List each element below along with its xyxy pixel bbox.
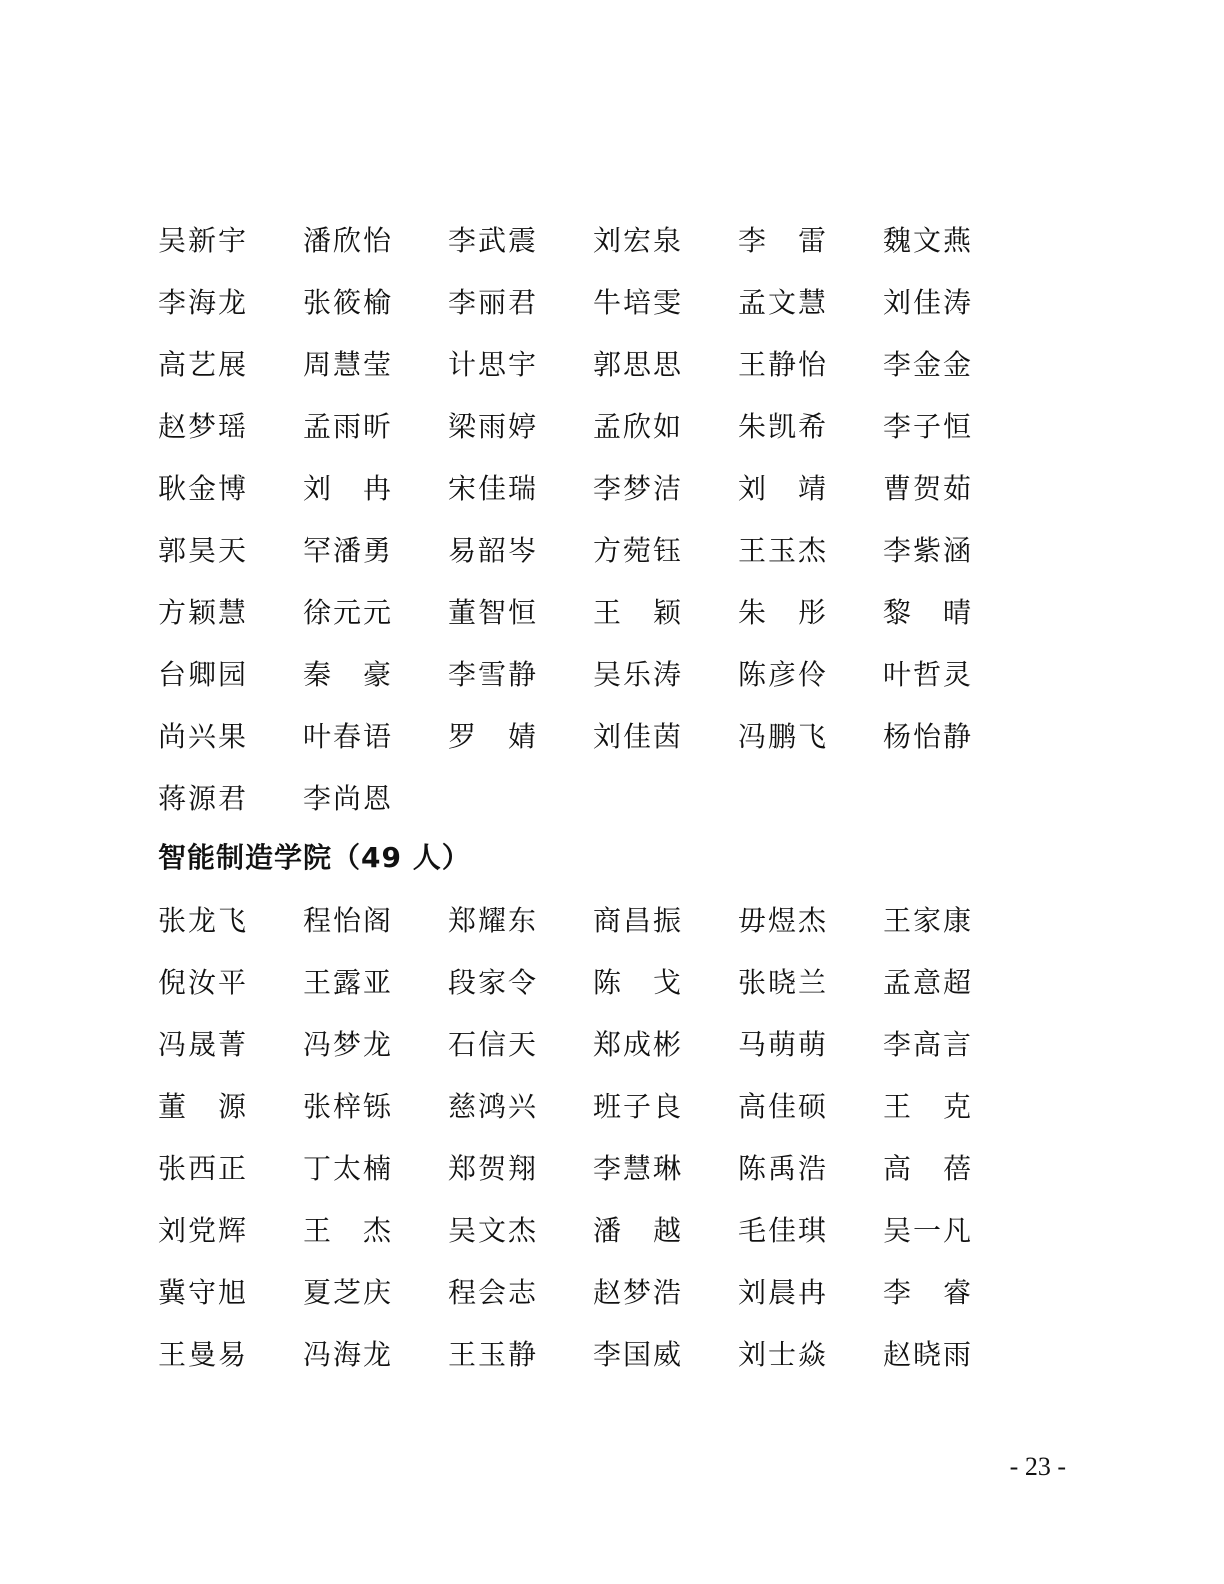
student-name: 尚兴果 [158, 720, 249, 753]
student-name: 刘士焱 [738, 1338, 829, 1371]
student-name: 孟文慧 [738, 286, 829, 319]
student-name: 王 克 [883, 1090, 974, 1123]
student-name: 秦 豪 [303, 658, 394, 691]
student-name: 杨怡静 [883, 720, 974, 753]
student-name: 郑耀东 [448, 904, 539, 937]
student-name: 张筱榆 [303, 286, 394, 319]
section-heading: 智能制造学院（49 人） [158, 841, 471, 874]
student-name: 王玉静 [448, 1338, 539, 1371]
student-name: 徐元元 [303, 596, 394, 629]
student-name: 李梦洁 [593, 472, 684, 505]
student-name: 台卿园 [158, 658, 249, 691]
student-name: 高佳硕 [738, 1090, 829, 1123]
student-name: 李金金 [883, 348, 974, 381]
student-name: 计思宇 [448, 348, 539, 381]
student-name: 商昌振 [593, 904, 684, 937]
student-name: 王露亚 [303, 966, 394, 999]
student-name: 李 雷 [738, 224, 829, 257]
student-name: 魏文燕 [883, 224, 974, 257]
student-name: 易韶岑 [448, 534, 539, 567]
student-name: 吴一凡 [883, 1214, 974, 1247]
student-name: 王曼易 [158, 1338, 249, 1371]
student-name: 刘宏泉 [593, 224, 684, 257]
name-row [158, 888, 1028, 950]
student-name: 夏芝庆 [303, 1276, 394, 1309]
student-name: 郑成彬 [593, 1028, 684, 1061]
name-row [158, 332, 1028, 394]
student-name: 刘党辉 [158, 1214, 249, 1247]
student-name: 高 蓓 [883, 1152, 974, 1185]
student-name: 程怡阁 [303, 904, 394, 937]
student-name: 宋佳瑞 [448, 472, 539, 505]
student-name: 郑贺翔 [448, 1152, 539, 1185]
student-name: 王玉杰 [738, 534, 829, 567]
student-name: 李海龙 [158, 286, 249, 319]
student-name: 毋煜杰 [738, 904, 829, 937]
name-row [158, 642, 1028, 704]
student-name: 耿金博 [158, 472, 249, 505]
student-name: 张龙飞 [158, 904, 249, 937]
student-name: 王家康 [883, 904, 974, 937]
student-name: 李慧琳 [593, 1152, 684, 1185]
student-name: 冯海龙 [303, 1338, 394, 1371]
student-name: 赵晓雨 [883, 1338, 974, 1371]
page-number: - 23 - [1009, 1452, 1066, 1481]
student-name: 王静怡 [738, 348, 829, 381]
name-row [158, 950, 1028, 1012]
name-row [158, 1322, 1028, 1384]
student-name: 王 杰 [303, 1214, 394, 1247]
name-row [158, 270, 1028, 332]
student-name: 李雪静 [448, 658, 539, 691]
student-name: 罗 婧 [448, 720, 539, 753]
student-name: 高艺展 [158, 348, 249, 381]
student-name: 罕潘勇 [303, 534, 394, 567]
student-name: 冯晟菁 [158, 1028, 249, 1061]
name-row [158, 1260, 1028, 1322]
name-row [158, 766, 1028, 828]
student-name: 方颖慧 [158, 596, 249, 629]
student-name: 牛培雯 [593, 286, 684, 319]
student-name: 陈禹浩 [738, 1152, 829, 1185]
student-name: 段家令 [448, 966, 539, 999]
name-row [158, 1136, 1028, 1198]
student-name: 李丽君 [448, 286, 539, 319]
student-name: 陈 戈 [593, 966, 684, 999]
student-name: 李尚恩 [303, 782, 394, 815]
student-name: 朱 彤 [738, 596, 829, 629]
name-row [158, 580, 1028, 642]
name-row [158, 394, 1028, 456]
student-name: 董 源 [158, 1090, 249, 1123]
student-name: 朱凯希 [738, 410, 829, 443]
student-name: 梁雨婷 [448, 410, 539, 443]
student-name: 赵梦瑶 [158, 410, 249, 443]
student-name: 吴文杰 [448, 1214, 539, 1247]
name-row [158, 208, 1028, 270]
name-row [158, 1074, 1028, 1136]
student-name: 李 睿 [883, 1276, 974, 1309]
name-row [158, 518, 1028, 580]
name-row [158, 1012, 1028, 1074]
student-name: 刘佳茵 [593, 720, 684, 753]
student-name: 刘晨冉 [738, 1276, 829, 1309]
student-name: 张晓兰 [738, 966, 829, 999]
student-name: 叶春语 [303, 720, 394, 753]
student-name: 蒋源君 [158, 782, 249, 815]
student-name: 郭昊天 [158, 534, 249, 567]
student-name: 郭思思 [593, 348, 684, 381]
student-name: 潘 越 [593, 1214, 684, 1247]
student-name: 周慧莹 [303, 348, 394, 381]
student-name: 黎 晴 [883, 596, 974, 629]
student-name: 冀守旭 [158, 1276, 249, 1309]
student-name: 孟意超 [883, 966, 974, 999]
student-name: 刘佳涛 [883, 286, 974, 319]
name-list-section-2 [158, 888, 1028, 1384]
student-name: 方菀钰 [593, 534, 684, 567]
student-name: 刘 冉 [303, 472, 394, 505]
student-name: 吴乐涛 [593, 658, 684, 691]
student-name: 曹贺茹 [883, 472, 974, 505]
student-name: 吴新宇 [158, 224, 249, 257]
student-name: 张西正 [158, 1152, 249, 1185]
student-name: 李国威 [593, 1338, 684, 1371]
student-name: 孟欣如 [593, 410, 684, 443]
student-name: 石信天 [448, 1028, 539, 1061]
student-name: 冯鹏飞 [738, 720, 829, 753]
student-name: 赵梦浩 [593, 1276, 684, 1309]
student-name: 程会志 [448, 1276, 539, 1309]
student-name: 李武震 [448, 224, 539, 257]
name-row [158, 1198, 1028, 1260]
student-name: 冯梦龙 [303, 1028, 394, 1061]
student-name: 慈鸿兴 [448, 1090, 539, 1123]
student-name: 潘欣怡 [303, 224, 394, 257]
student-name: 马萌萌 [738, 1028, 829, 1061]
student-name: 毛佳琪 [738, 1214, 829, 1247]
student-name: 李紫涵 [883, 534, 974, 567]
student-name: 丁太楠 [303, 1152, 394, 1185]
name-row [158, 456, 1028, 518]
student-name: 王 颖 [593, 596, 684, 629]
student-name: 董智恒 [448, 596, 539, 629]
student-name: 李子恒 [883, 410, 974, 443]
student-name: 孟雨昕 [303, 410, 394, 443]
student-name: 陈彦伶 [738, 658, 829, 691]
student-name: 刘 靖 [738, 472, 829, 505]
student-name: 倪汝平 [158, 966, 249, 999]
student-name: 叶哲灵 [883, 658, 974, 691]
name-list-section-1 [158, 208, 1028, 828]
student-name: 李高言 [883, 1028, 974, 1061]
student-name: 张梓铄 [303, 1090, 394, 1123]
student-name: 班子良 [593, 1090, 684, 1123]
name-row [158, 704, 1028, 766]
